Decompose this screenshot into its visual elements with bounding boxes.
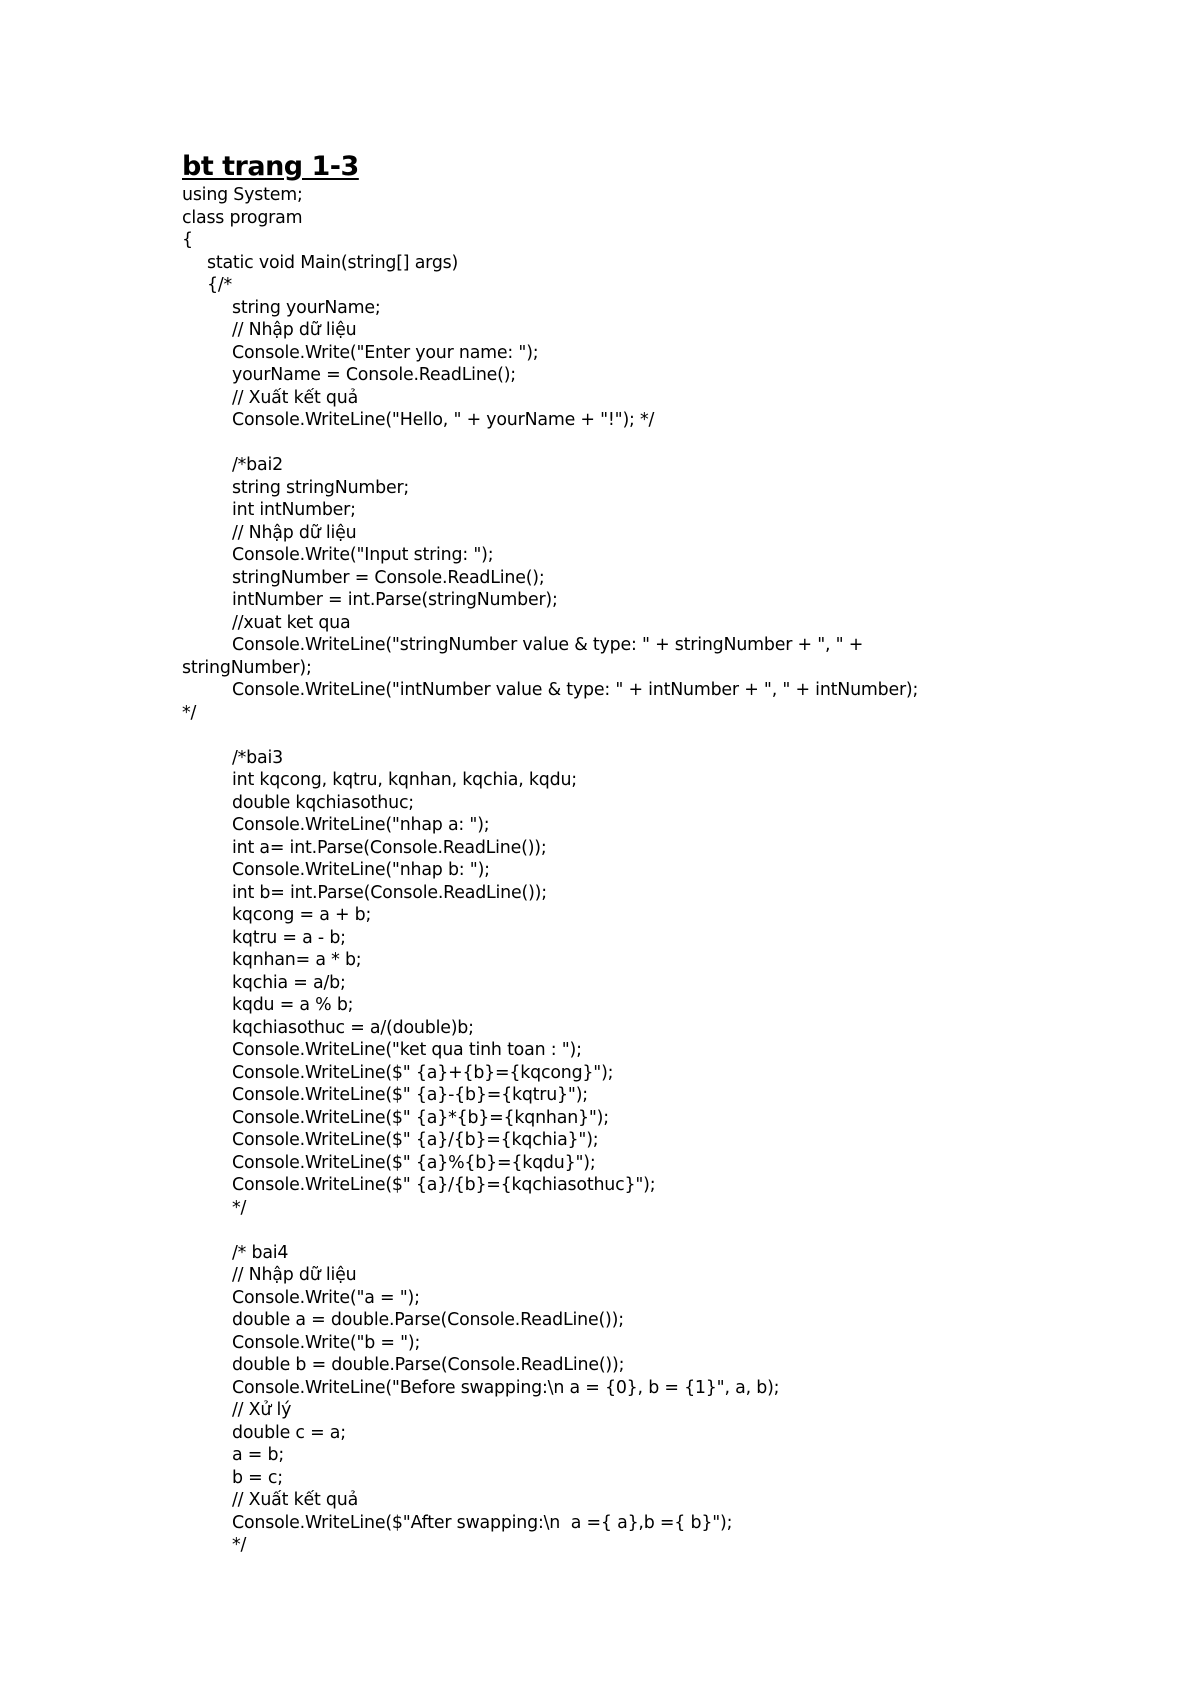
code-line: /* bai4 — [232, 1242, 289, 1263]
code-line: //xuat ket qua — [232, 612, 351, 633]
code-line: stringNumber = Console.ReadLine(); — [232, 567, 545, 588]
code-line: /*bai2 — [232, 455, 283, 475]
blank-line — [182, 1219, 1142, 1242]
code-line: Console.Write("b = "); — [232, 1332, 421, 1353]
code-line: // Xuất kết quả — [232, 1490, 359, 1510]
code-line: Console.WriteLine("nhap b: "); — [232, 860, 490, 880]
blank-line — [182, 432, 1142, 455]
code-line: kqchia = a/b; — [232, 972, 346, 993]
code-line: Console.WriteLine($" {a}-{b}={kqtru}"); — [232, 1085, 588, 1105]
document-title: bt trang 1-3 — [182, 151, 359, 182]
code-line: */ — [182, 702, 197, 723]
code-line: // Xử lý — [232, 1400, 292, 1420]
code-line: class program — [182, 207, 303, 228]
code-line: // Xuất kết quả — [232, 387, 359, 408]
blank-line — [182, 724, 1142, 747]
code-block — [182, 184, 1142, 1557]
code-line: static void Main(string[] args) — [207, 252, 459, 273]
code-line: // Nhập dữ liệu — [232, 1265, 357, 1285]
code-line: Console.WriteLine("nhap a: "); — [232, 815, 490, 835]
code-line: Console.WriteLine($"After swapping:\n a ={ a},b ={ b}"); — [232, 1512, 733, 1533]
code-line: // Nhập dữ liệu — [232, 522, 357, 543]
code-line: double kqchiasothuc; — [232, 792, 414, 813]
code-line: double c = a; — [232, 1422, 346, 1443]
code-line: {/* — [207, 275, 233, 295]
code-line: kqdu = a % b; — [232, 995, 354, 1015]
code-line: kqtru = a - b; — [232, 927, 346, 948]
code-line: b = c; — [232, 1467, 283, 1488]
code-line: Console.WriteLine($" {a}*{b}={kqnhan}"); — [232, 1107, 609, 1128]
code-line: */ — [232, 1535, 247, 1555]
code-line: Console.WriteLine("stringNumber value & type: " + stringNumber + ", " + — [232, 635, 864, 655]
code-line: // Nhập dữ liệu — [232, 320, 357, 340]
code-line: Console.WriteLine($" {a}/{b}={kqchia}"); — [232, 1130, 599, 1150]
code-line: */ — [232, 1197, 247, 1218]
code-line: { — [182, 230, 193, 250]
code-line: string stringNumber; — [232, 477, 410, 498]
code-line: Console.WriteLine($" {a}%{b}={kqdu}"); — [232, 1152, 596, 1173]
code-line: int b= int.Parse(Console.ReadLine()); — [232, 882, 547, 903]
code-line: using System; — [182, 185, 303, 205]
code-line: Console.WriteLine("Hello, " + yourName + "!"); */ — [232, 410, 655, 430]
code-line: double a = double.Parse(Console.ReadLine()); — [232, 1310, 624, 1330]
code-line: yourName = Console.ReadLine(); — [232, 365, 516, 385]
code-line: intNumber = int.Parse(stringNumber); — [232, 590, 558, 610]
code-line: string yourName; — [232, 297, 381, 318]
code-line: stringNumber); — [182, 657, 312, 678]
code-line: Console.Write("a = "); — [232, 1287, 420, 1308]
code-line: Console.WriteLine("ket qua tinh toan : "); — [232, 1040, 582, 1060]
code-line: kqcong = a + b; — [232, 905, 372, 925]
code-line: Console.WriteLine($" {a}+{b}={kqcong}"); — [232, 1062, 614, 1083]
code-line: int a= int.Parse(Console.ReadLine()); — [232, 837, 547, 858]
code-line: Console.WriteLine("intNumber value & type: " + intNumber + ", " + intNumber); — [232, 680, 919, 700]
document-page — [182, 150, 1142, 1557]
code-line: kqnhan= a * b; — [232, 950, 362, 970]
code-line: kqchiasothuc = a/(double)b; — [232, 1017, 474, 1038]
code-line: a = b; — [232, 1445, 284, 1465]
code-line: int intNumber; — [232, 500, 356, 520]
code-line: /*bai3 — [232, 747, 283, 768]
code-line: Console.WriteLine($" {a}/{b}={kqchiasothuc}"); — [232, 1175, 656, 1195]
code-line: Console.WriteLine("Before swapping:\n a = {0}, b = {1}", a, b); — [232, 1377, 780, 1398]
code-line: Console.Write("Enter your name: "); — [232, 342, 539, 363]
code-line: Console.Write("Input string: "); — [232, 545, 494, 565]
code-line: int kqcong, kqtru, kqnhan, kqchia, kqdu; — [232, 770, 577, 790]
code-line: double b = double.Parse(Console.ReadLine()); — [232, 1355, 625, 1375]
